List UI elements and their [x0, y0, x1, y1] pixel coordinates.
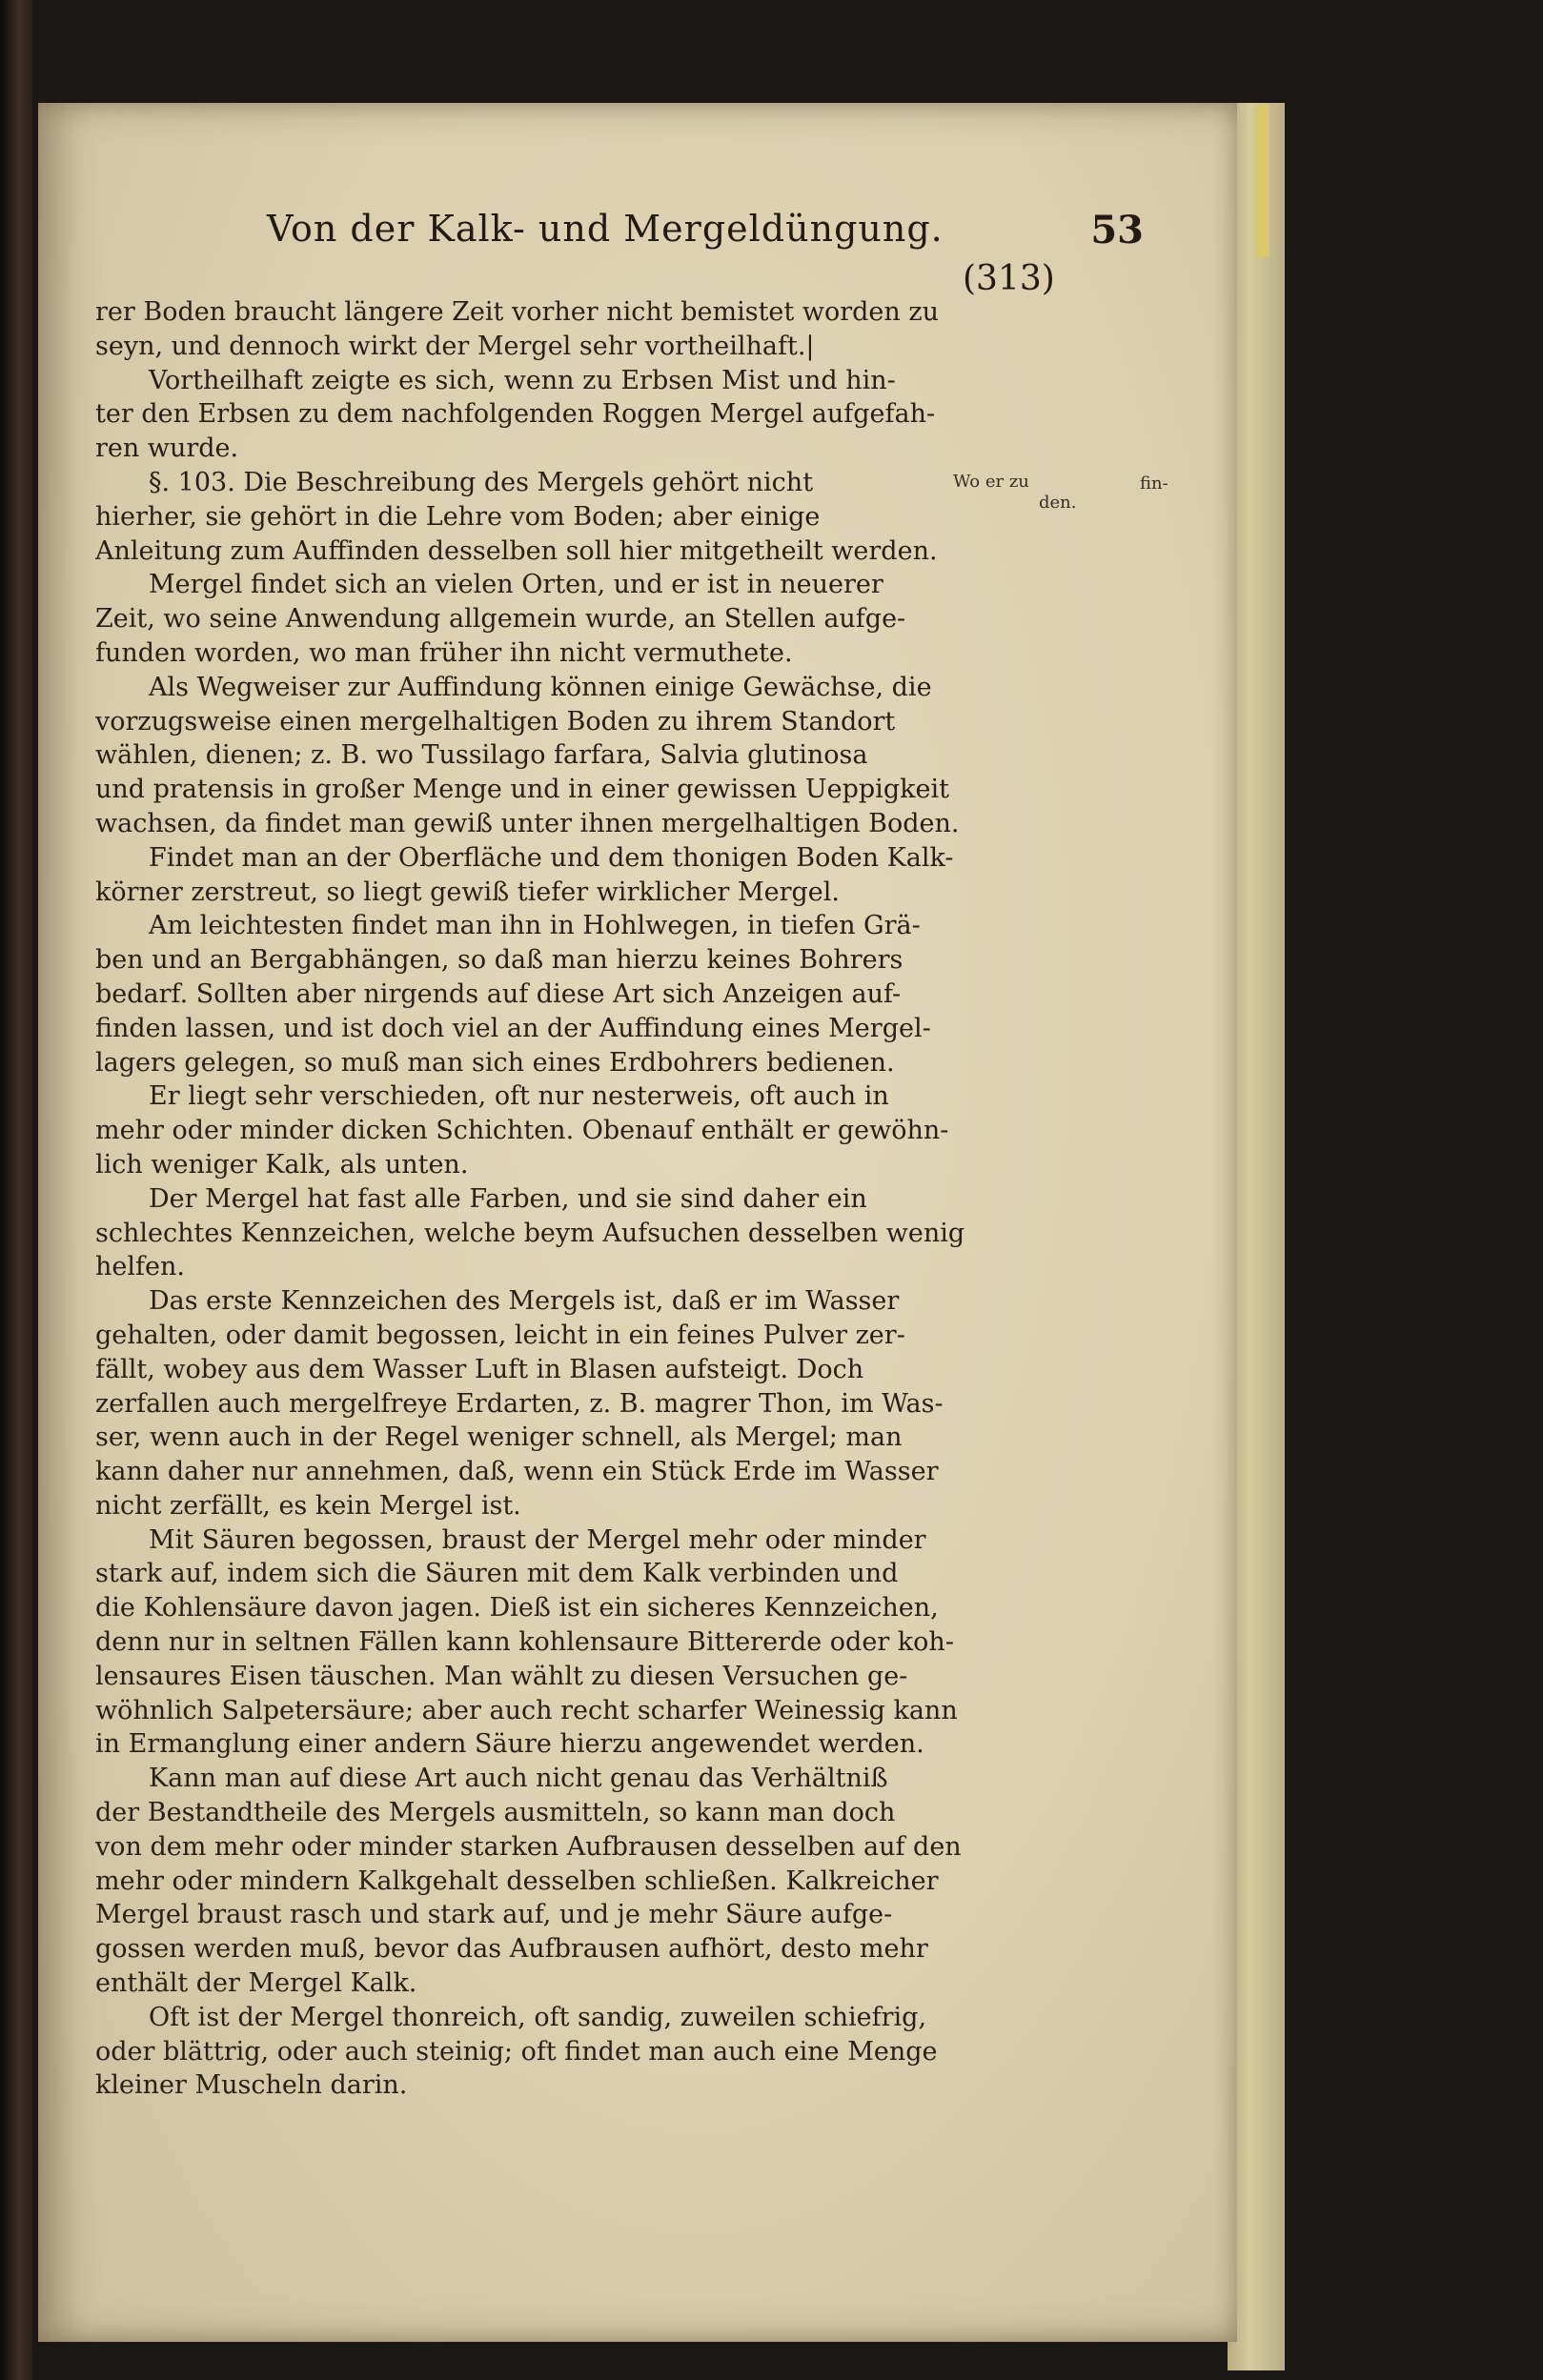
- text-line: Mergel braust rasch und stark auf, und je mehr Säure aufge-: [95, 1900, 893, 1930]
- text-line: von dem mehr oder minder starken Aufbrausen desselben auf den: [95, 1831, 962, 1862]
- text-line: Als Wegweiser zur Auffindung können einige Gewächse, die: [149, 672, 932, 702]
- text-line: seyn, und dennoch wirkt der Mergel sehr vortheilhaft.|: [95, 331, 815, 361]
- text-line: Zeit, wo seine Anwendung allgemein wurde, an Stellen aufge-: [95, 604, 906, 635]
- text-line: kann daher nur annehmen, daß, wenn ein Stück Erde im Wasser: [95, 1457, 939, 1487]
- text-line: ren wurde.: [95, 434, 239, 464]
- text-line: ter den Erbsen zu dem nachfolgenden Roggen Mergel aufgefah-: [95, 399, 936, 430]
- margin-note-cut: fin-: [1140, 474, 1168, 494]
- text-line: nicht zerfällt, es kein Mergel ist.: [95, 1490, 521, 1521]
- text-line: rer Boden braucht längere Zeit vorher nicht bemistet worden zu: [95, 297, 939, 327]
- bookmark-ribbon: [1256, 105, 1269, 257]
- text-line: helfen.: [95, 1252, 185, 1282]
- text-line: körner zerstreut, so liegt gewiß tiefer wirklicher Mergel.: [95, 877, 840, 907]
- text-line: mehr oder minder dicken Schichten. Obenauf enthält er gewöhn-: [95, 1116, 949, 1146]
- text-line: lich weniger Kalk, als unten.: [95, 1149, 469, 1180]
- text-line: Oft ist der Mergel thonreich, oft sandig, zuweilen schiefrig,: [149, 2002, 927, 2032]
- text-line: Mergel findet sich an vielen Orten, und er ist in neuerer: [149, 570, 883, 600]
- text-line: wachsen, da findet man gewiß unter ihnen mergelhaltigen Boden.: [95, 808, 960, 838]
- text-line: fällt, wobey aus dem Wasser Luft in Blasen aufsteigt. Doch: [95, 1354, 864, 1384]
- text-line: Am leichtesten findet man ihn in Hohlwegen, in tiefen Grä-: [149, 911, 921, 941]
- column-number: (313): [963, 259, 1055, 298]
- text-line: in Ermanglung einer andern Säure hierzu angewendet werden.: [95, 1729, 924, 1760]
- text-line: Er liegt sehr verschieden, oft nur nesterweis, oft auch in: [149, 1081, 889, 1112]
- text-line: lagers gelegen, so muß man sich eines Erdbohrers bedienen.: [95, 1047, 895, 1078]
- text-line: mehr oder mindern Kalkgehalt desselben schließen. Kalkreicher: [95, 1866, 939, 1896]
- text-line: die Kohlensäure davon jagen. Dieß ist ein sicheres Kennzeichen,: [95, 1593, 939, 1624]
- text-line: Vortheilhaft zeigte es sich, wenn zu Erbsen Mist und hin-: [149, 365, 896, 395]
- text-line: der Bestandtheile des Mergels ausmitteln, so kann man doch: [95, 1798, 896, 1828]
- text-line: bedarf. Sollten aber nirgends auf diese Art sich Anzeigen auf-: [95, 978, 902, 1009]
- book-spine-edge: [0, 0, 32, 2380]
- text-line: ben und an Bergabhängen, so daß man hierzu keines Bohrers: [95, 945, 903, 976]
- text-line: wählen, dienen; z. B. wo Tussilago farfara, Salvia glutinosa: [95, 740, 868, 771]
- page-header: [229, 208, 1144, 265]
- text-line: Kann man auf diese Art auch nicht genau das Verhältniß: [149, 1764, 888, 1794]
- text-line: Der Mergel hat fast alle Farben, und sie sind daher ein: [149, 1183, 867, 1214]
- text-line: funden worden, wo man früher ihn nicht vermuthete.: [95, 637, 793, 668]
- text-line: lensaures Eisen täuschen. Man wählt zu diesen Versuchen ge-: [95, 1661, 908, 1691]
- text-line: Mit Säuren begossen, braust der Mergel mehr oder minder: [149, 1524, 926, 1555]
- text-line: wöhnlich Salpetersäure; aber auch recht scharfer Weinessig kann: [95, 1695, 958, 1725]
- text-line: vorzugsweise einen mergelhaltigen Boden zu ihrem Standort: [95, 706, 896, 736]
- text-line: gehalten, oder damit begossen, leicht in ein feines Pulver zer-: [95, 1320, 905, 1350]
- text-line: stark auf, indem sich die Säuren mit dem Kalk verbinden und: [95, 1559, 899, 1589]
- text-line: kleiner Muscheln darin.: [95, 2070, 408, 2101]
- text-line: §. 103. Die Beschreibung des Mergels gehört nicht: [149, 467, 814, 497]
- margin-note-line: Wo er zu: [953, 472, 1029, 492]
- running-head: Von der Kalk- und Mergeldüngung.: [267, 208, 944, 250]
- text-line: und pratensis in großer Menge und in einer gewissen Ueppigkeit: [95, 775, 949, 805]
- text-line: schlechtes Kennzeichen, welche beym Aufsuchen desselben wenig: [95, 1218, 965, 1248]
- text-line: ser, wenn auch in der Regel weniger schnell, als Mergel; man: [95, 1422, 903, 1453]
- text-line: Anleitung zum Auffinden desselben soll hier mitgetheilt werden.: [95, 535, 938, 566]
- margin-note-line: den.: [1039, 493, 1077, 513]
- body-text: [95, 295, 1106, 2103]
- text-line: enthält der Mergel Kalk.: [95, 1968, 417, 1999]
- text-line: finden lassen, und ist doch viel an der Auffindung eines Mergel-: [95, 1013, 931, 1043]
- text-line: gossen werden muß, bevor das Aufbrausen aufhört, desto mehr: [95, 1934, 928, 1965]
- page-number: 53: [1090, 208, 1144, 252]
- text-line: Das erste Kennzeichen des Mergels ist, daß er im Wasser: [149, 1286, 900, 1317]
- text-line: Findet man an der Oberfläche und dem thonigen Boden Kalk-: [149, 842, 954, 873]
- text-line: hierher, sie gehört in die Lehre vom Boden; aber einige: [95, 501, 821, 532]
- text-line: oder blättrig, oder auch steinig; oft findet man auch eine Menge: [95, 2036, 938, 2067]
- text-line: zerfallen auch mergelfreye Erdarten, z. B. magrer Thon, im Was-: [95, 1388, 944, 1419]
- text-line: denn nur in seltnen Fällen kann kohlensaure Bittererde oder koh-: [95, 1627, 954, 1658]
